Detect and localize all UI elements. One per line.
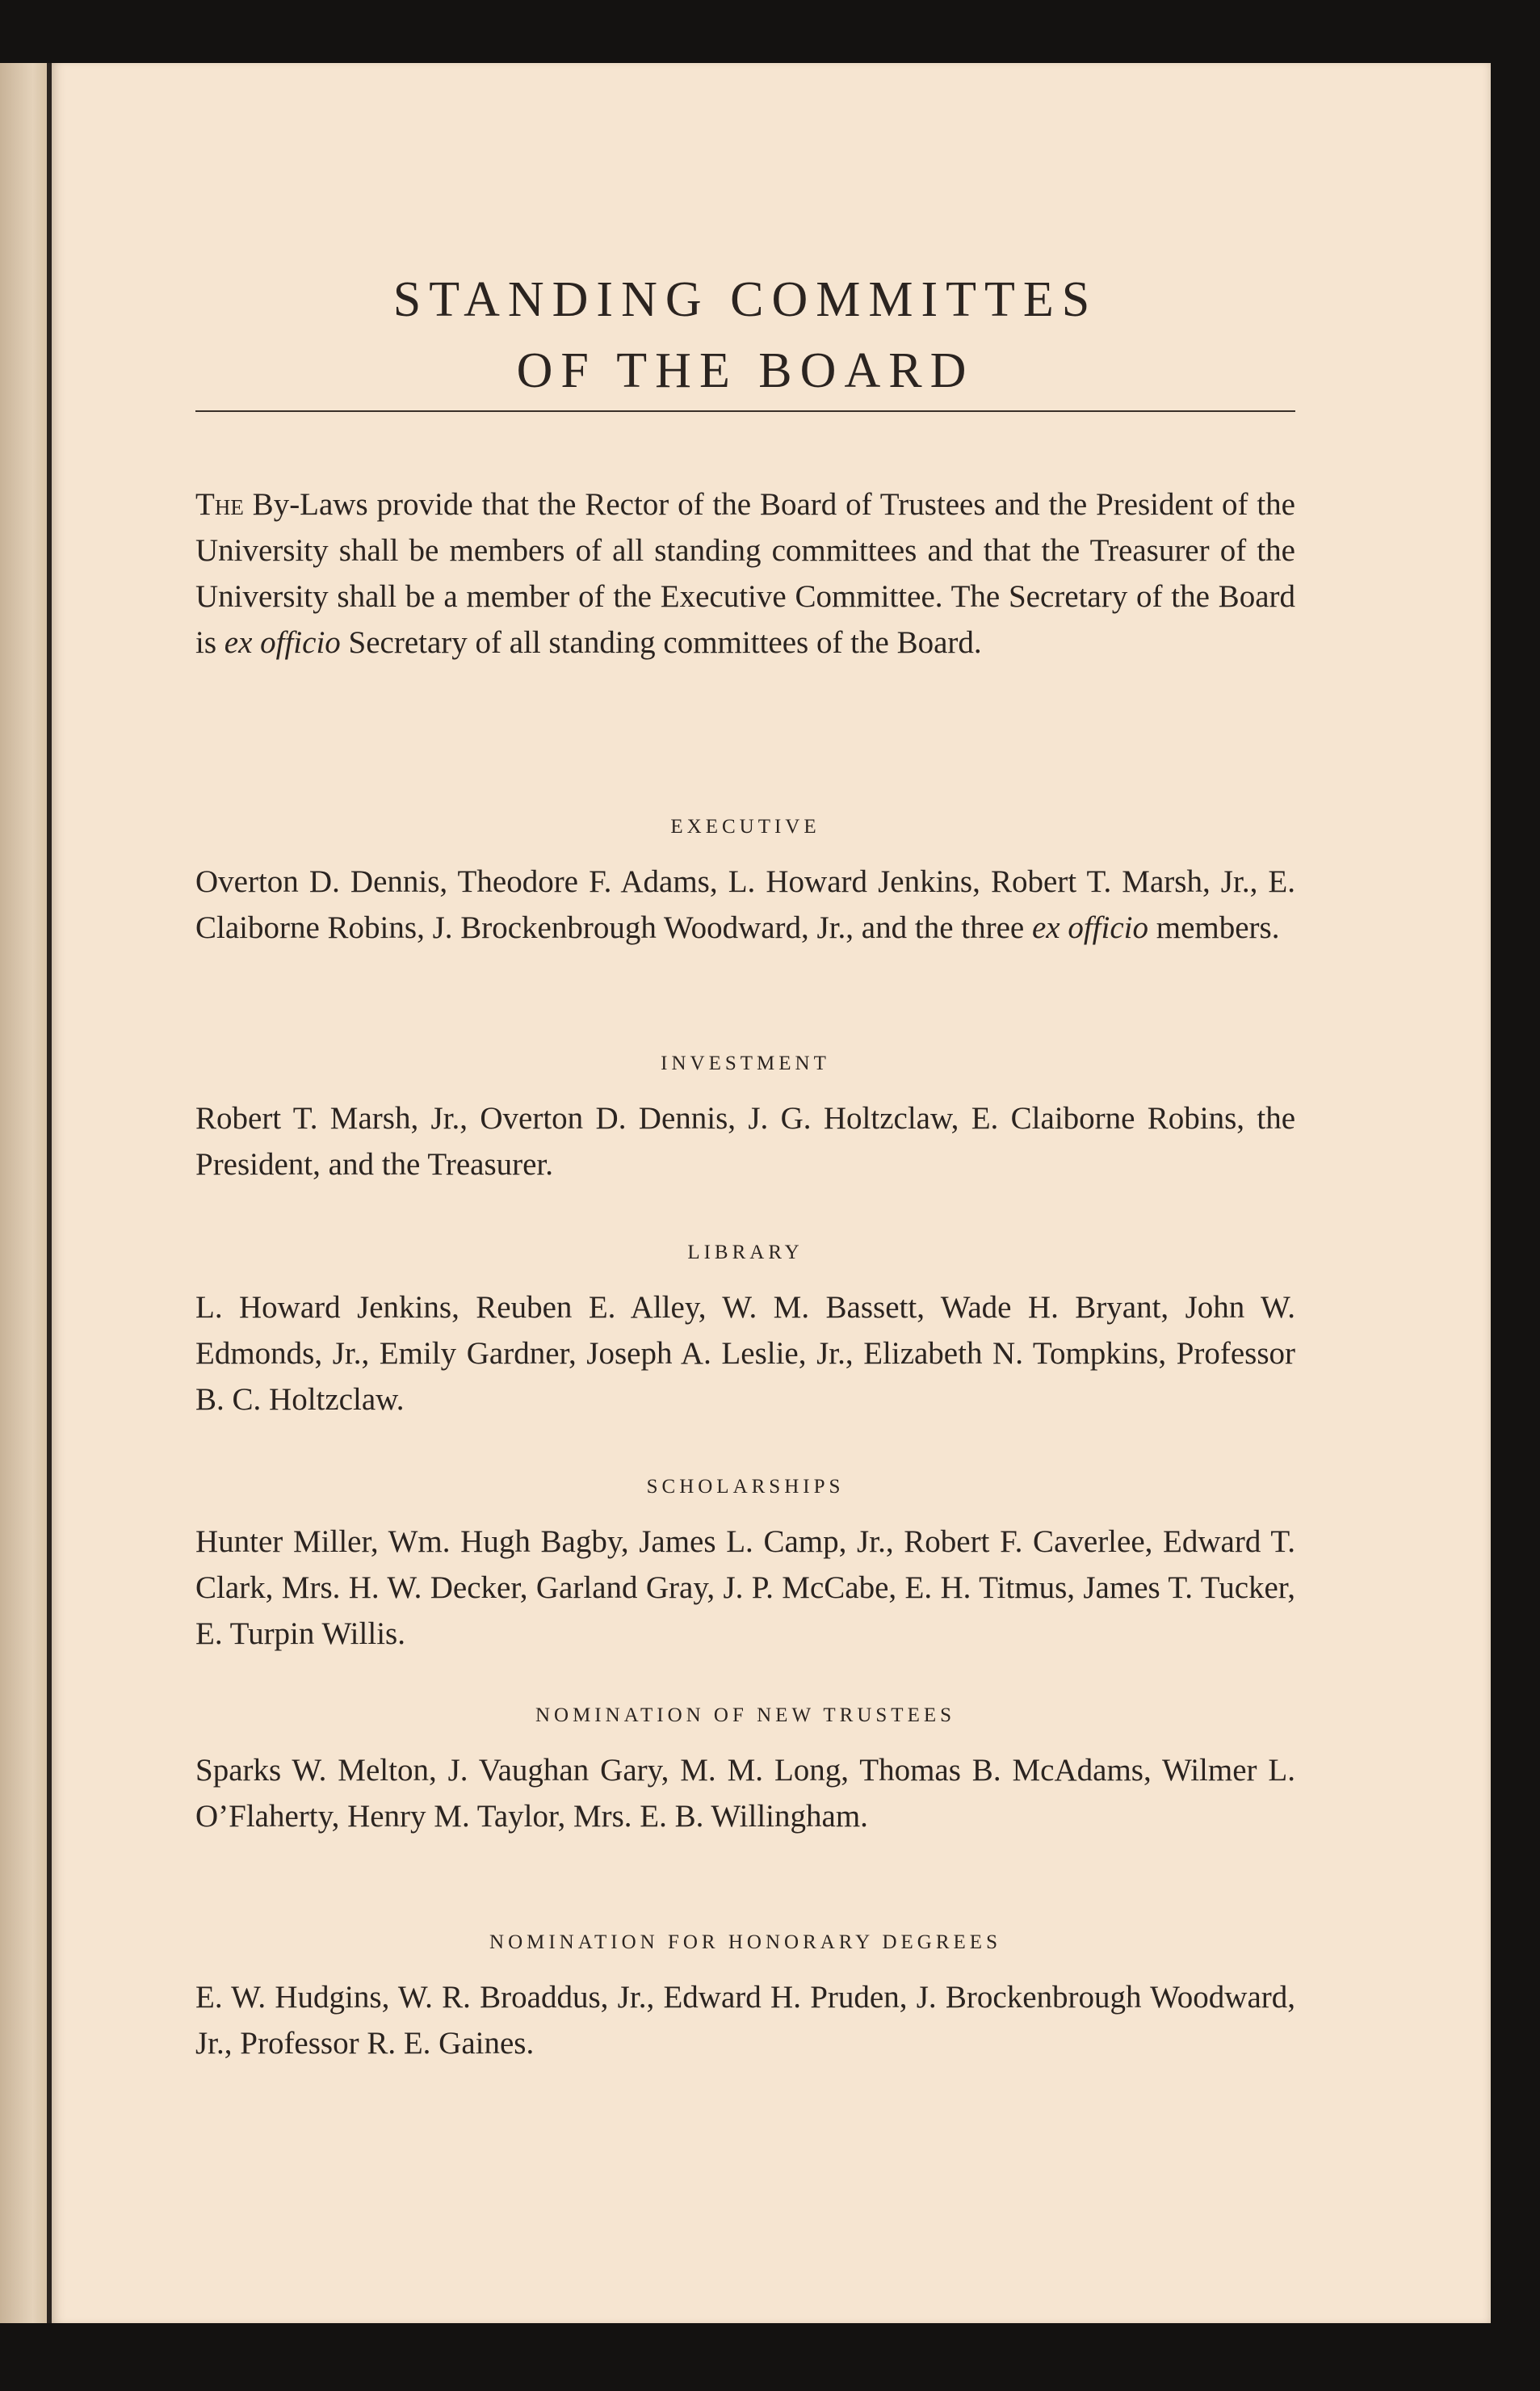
section-heading-nomination-trustees: NOMINATION OF NEW TRUSTEES [535, 1704, 956, 1726]
section-heading-investment: INVESTMENT [661, 1053, 830, 1074]
section-members-scholarships: Hunter Miller, Wm. Hugh Bagby, James L. Camp, Jr., Robert F. Caverlee, Edward T. Clark, Mrs. H. W. Decker, Garland Gray, J. P. McCabe, E. H. Titmus, James T. Tucker, E. Turpin Willis. [195, 1524, 1295, 1651]
intro-paragraph [195, 481, 1295, 666]
document-page [52, 63, 1491, 2323]
section-heading-honorary-degrees: NOMINATION FOR HONORARY DEGREES [489, 1931, 1001, 1953]
section-members-executive [195, 859, 1295, 951]
intro-text-after-italic: Secretary of all standing committees of the Board. [340, 625, 982, 660]
section-heading-library: LIBRARY [687, 1242, 804, 1263]
intro-lead-word: The [195, 487, 244, 522]
page-title-line-1: STANDING COMMITTES [392, 271, 1098, 327]
executive-members-after-italic: members. [1148, 910, 1280, 945]
executive-members-before-italic: Overton D. Dennis, Theodore F. Adams, L. Howard Jenkins, Robert T. Marsh, Jr., E. Claiborne Robins, J. Brockenbrough Woodward, Jr., and the three [195, 864, 1295, 945]
section-members-honorary-degrees: E. W. Hudgins, W. R. Broaddus, Jr., Edward H. Pruden, J. Brockenbrough Woodward, Jr., Professor R. E. Gaines. [195, 1980, 1295, 2061]
executive-italic-ex-officio: ex officio [1031, 910, 1148, 945]
page-title-line-2: OF THE BOARD [516, 342, 975, 398]
section-members-library: L. Howard Jenkins, Reuben E. Alley, W. M. Bassett, Wade H. Bryant, John W. Edmonds, Jr., Emily Gardner, Joseph A. Leslie, Jr., Elizabeth N. Tompkins, Professor B. C. Holtzclaw. [195, 1290, 1295, 1417]
title-divider [195, 410, 1295, 412]
adjacent-page-edge [0, 63, 47, 2323]
intro-text-before-italic: By-Laws provide that the Rector of the Board of Trustees and the President of the University shall be members of all standing committees and that the Treasurer of the University shall be a member of the Executive Committee. The Secretary of the Board is [195, 487, 1295, 660]
section-members-investment: Robert T. Marsh, Jr., Overton D. Dennis, J. G. Holtzclaw, E. Claiborne Robins, the President, and the Treasurer. [195, 1101, 1295, 1182]
section-members-nomination-trustees: Sparks W. Melton, J. Vaughan Gary, M. M. Long, Thomas B. McAdams, Wilmer L. O’Flaherty, Henry M. Taylor, Mrs. E. B. Willingham. [195, 1753, 1295, 1834]
section-heading-executive: EXECUTIVE [670, 816, 820, 838]
section-heading-scholarships: SCHOLARSHIPS [646, 1476, 845, 1498]
intro-italic-ex-officio: ex officio [224, 625, 341, 660]
